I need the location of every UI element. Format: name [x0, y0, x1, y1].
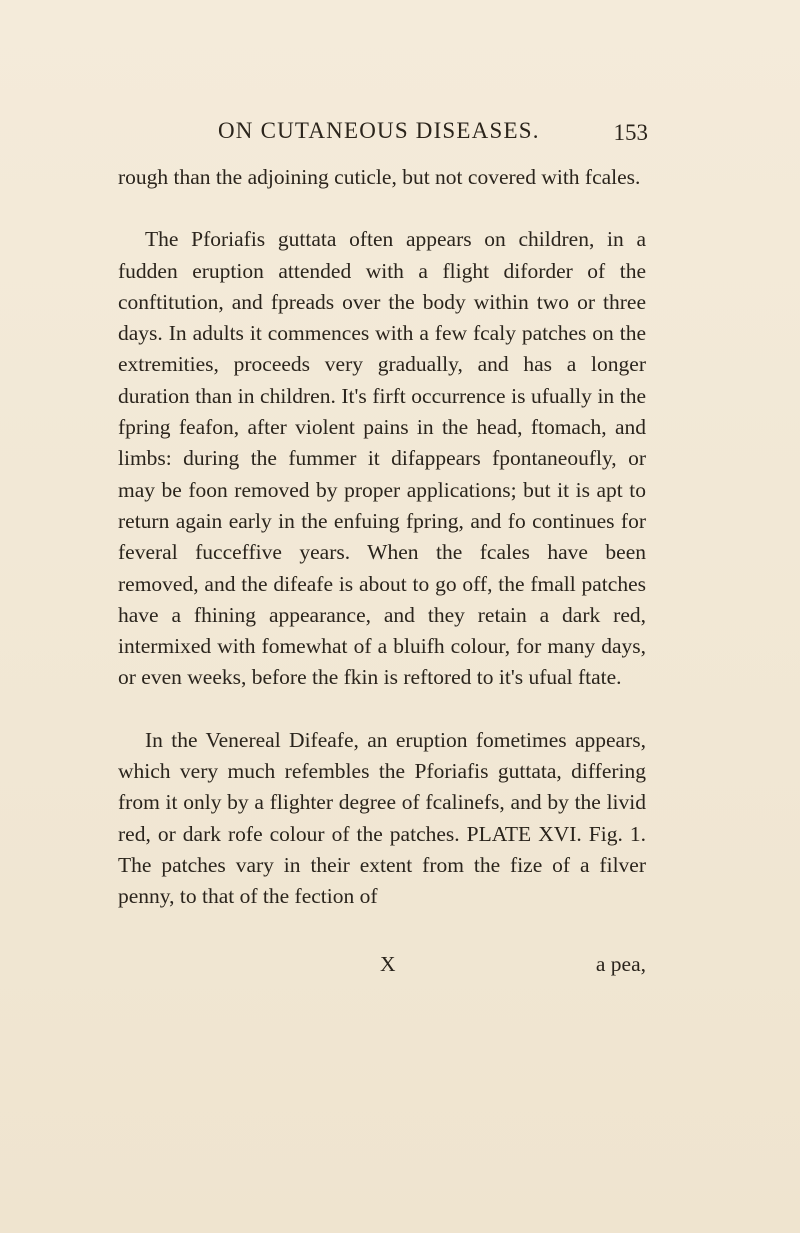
paragraph-venereal-disease: In the Venereal Difeafe, an eruption fometimes appears, which very much refembles the Pforiafis guttata, differing from it only by a flighter degree of fcalinefs, and by the livid red, or dark rofe colour of the patches. PLATE XVI. Fig. 1. The patches vary in their extent from the fize of a filver penny, to that of the fection of [118, 727, 646, 909]
paragraph-gap [118, 193, 646, 224]
running-title: ON CUTANEOUS DISEASES. [218, 118, 540, 143]
page-footer [118, 952, 646, 984]
body-text [118, 162, 646, 913]
paragraph-continuation: rough than the adjoining cuticle, but not covered with fcales. [118, 165, 641, 189]
page-number: 153 [613, 120, 648, 145]
paragraph-gap [118, 694, 646, 725]
signature-mark: X [380, 952, 396, 976]
page-header [218, 118, 648, 148]
paragraph-psoriasis-guttata: The Pforiafis guttata often appears on children, in a fudden eruption attended with a flight diforder of the conftitution, and fpreads over the body within two or three days. In adults it commences with a few fcaly patches on the extremities, proceeds very gradually, and has a longer duration than in children. It's firft occurrence is ufually in the fpring feafon, after violent pains in the head, ftomach, and limbs: during the fummer it difappears fpontaneoufly, or may be foon removed by proper applications; but it is apt to return again early in the enfuing fpring, and fo continues for feveral fucceffive years. When the fcales have been removed, and the difeafe is about to go off, the fmall patches have a fhining appearance, and they retain a dark red, intermixed with fomewhat of a bluifh colour, for many days, or even weeks, before the fkin is reftored to it's ufual ftate. [118, 227, 646, 690]
catchword: a pea, [595, 952, 646, 976]
